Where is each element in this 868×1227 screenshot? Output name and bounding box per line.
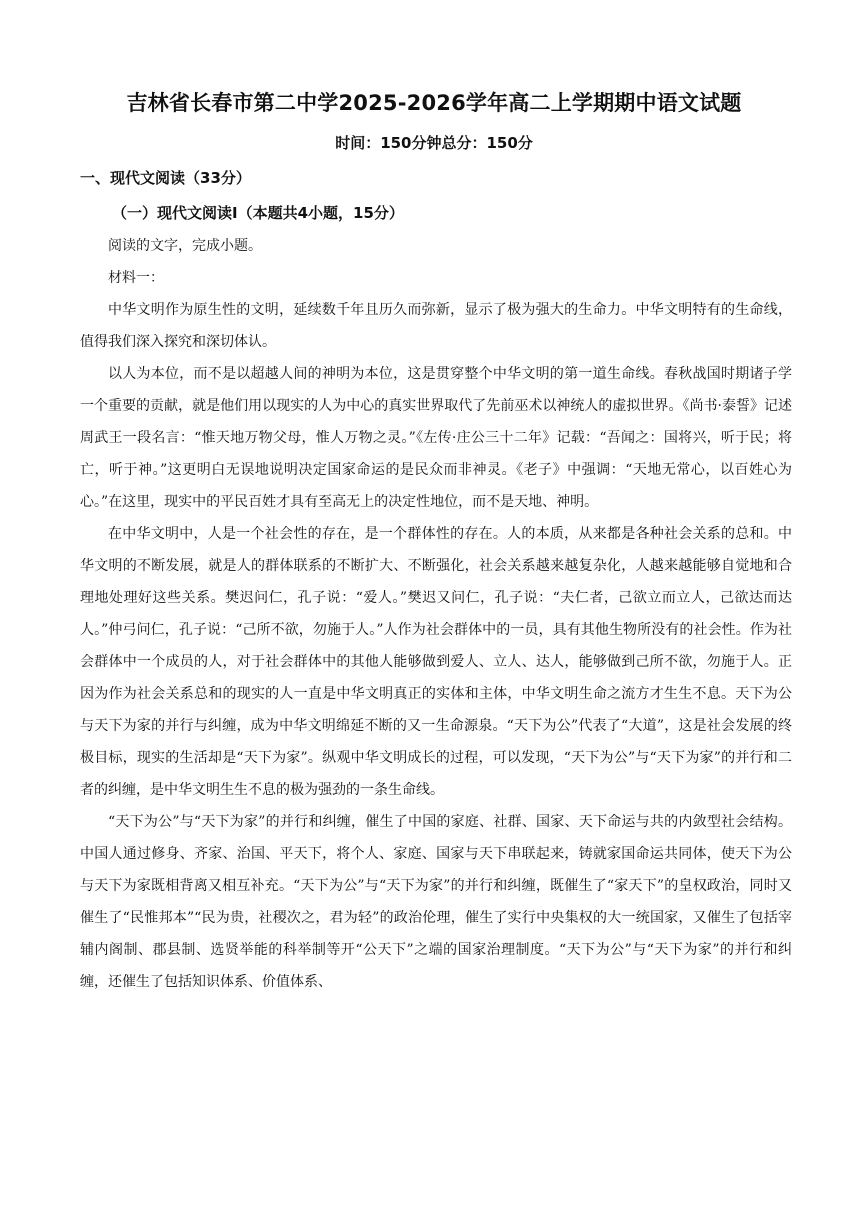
instruction-text: 阅读的文字，完成小题。 [108,238,262,254]
page-title: 吉林省长春市第二中学2025-2026学年高二上学期期中语文试题 [126,91,742,115]
section-heading: 一、现代文阅读（33分） [80,169,251,187]
reading-passage [80,230,792,998]
sub-section-heading: （一）现代文阅读Ⅰ（本题共4小题，15分） [112,204,404,222]
passage-paragraph: “天下为公”与“天下为家”的并行和纠缠，催生了中国的家庭、社群、国家、天下命运与共的内敛型社会结构。中国人通过修身、齐家、治国、平天下，将个人、家庭、国家与天下串联起来，铸就家国命运共同体，使天下为公与天下为家既相背离又相互补充。“天下为公”与“天下为家”的并行和纠缠，既催生了“家天下”的皇权政治，同时又催生了“民惟邦本”“民为贵，社稷次之，君为轻”的政治伦理，催生了实行中央集权的大一统国家，又催生了包括宰辅内阁制、郡县制、选贤举能的科举制等开“公天下”之端的国家治理制度。“天下为公”与“天下为家”的并行和纠缠，还催生了包括知识体系、价值体系、 [80,814,792,990]
passage-paragraph: 以人为本位，而不是以超越人间的神明为本位，这是贯穿整个中华文明的第一道生命线。春秋战国时期诸子学一个重要的贡献，就是他们用以现实的人为中心的真实世界取代了先前巫术以神统人的虚拟世界。《尚书·泰誓》记述周武王一段名言：“惟天地万物父母，惟人万物之灵。”《左传·庄公三十二年》记载：“吾闻之：国将兴，听于民；将亡，听于神。”这更明白无误地说明决定国家命运的是民众而非神灵。《老子》中强调：“天地无常心，以百姓心为心。”在这里，现实中的平民百姓才具有至高无上的决定性地位，而不是天地、神明。 [80,366,792,510]
passage-paragraph: 在中华文明中，人是一个社会性的存在，是一个群体性的存在。人的本质，从来都是各种社会关系的总和。中华文明的不断发展，就是人的群体联系的不断扩大、不断强化，社会关系越来越复杂化，人越来越能够自觉地和合理地处理好这些关系。樊迟问仁，孔子说：“爱人。”樊迟又问仁，孔子说：“夫仁者，己欲立而立人，己欲达而达人。”仲弓问仁，孔子说：“己所不欲，勿施于人。”人作为社会群体中的一员，具有其他生物所没有的社会性。作为社会群体中一个成员的人，对于社会群体中的其他人能够做到爱人、立人、达人，能够做到己所不欲，勿施于人。正因为作为社会关系总和的现实的人一直是中华文明真正的实体和主体，中华文明生命之流方才生生不息。天下为公与天下为家的并行与纠缠，成为中华文明绵延不断的又一生命源泉。“天下为公”代表了“大道”，这是社会发展的终极目标，现实的生活却是“天下为家”。纵观中华文明成长的过程，可以发现，“天下为公”与“天下为家”的并行和二者的纠缠，是中华文明生生不息的极为强劲的一条生命线。 [80,526,792,798]
exam-time-and-score: 时间：150分钟总分：150分 [335,134,533,152]
material-label: 材料一： [108,270,164,286]
passage-paragraph: 中华文明作为原生性的文明，延续数千年且历久而弥新，显示了极为强大的生命力。中华文明特有的生命线，值得我们深入探究和深切体认。 [80,302,792,350]
